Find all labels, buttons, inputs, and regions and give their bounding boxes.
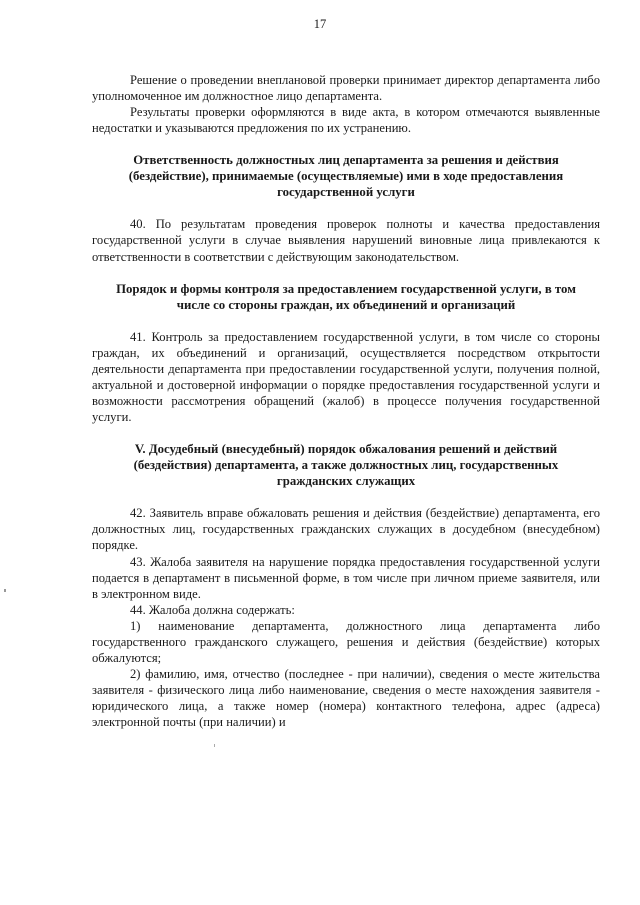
paragraph: 41. Контроль за предоставлением государственной услуги, в том числе со стороны граждан, их объединений и организаций, осуществляется посредством открытости деятельности департамента при предоставлении государственной услуги, получения полной, актуальной и достоверной информации о порядке предоставления государственной услуги и возможности рассмотрения обращений (жалоб) в процессе получения государственной услуги.: [92, 329, 600, 425]
section-heading: Порядок и формы контроля за предоставлением государственной услуги, в том числе со стороны граждан, их объединений и организаций: [116, 281, 576, 312]
list-item: 1) наименование департамента, должностного лица департамента либо государственного гражданского служащего, решения и действия (бездействие) которых обжалуются;: [92, 618, 600, 666]
section-heading: Ответственность должностных лиц департамента за решения и действия (бездействие), принимаемые (осуществляемые) ими в ходе предоставления государственной услуги: [128, 153, 564, 200]
scan-mark: [4, 589, 6, 592]
paragraph: Результаты проверки оформляются в виде акта, в котором отмечаются выявленные недостатки и указываются предложения по их устранению.: [92, 105, 600, 136]
paragraph: 44. Жалоба должна содержать:: [130, 602, 295, 617]
paragraph: Решение о проведении внеплановой проверки принимает директор департамента либо уполномоченное им должностное лицо департамента.: [92, 73, 600, 104]
paragraph: 43. Жалоба заявителя на нарушение порядка предоставления государственной услуги подается в департамент в письменной форме, в том числе при личном приеме заявителя, или в электронном виде.: [92, 554, 600, 601]
page-number: 17: [313, 17, 327, 31]
list-item: 2) фамилию, имя, отчество (последнее - при наличии), сведения о месте жительства заявителя - физического лица либо наименование, сведения о месте нахождения заявителя - юридического лица, а также номер (номера) контактного телефона, адрес (адреса) электронной почты (при наличии) и: [92, 667, 600, 730]
paragraph: 42. Заявитель вправе обжаловать решения и действия (бездействие) департамента, его должностных лиц, государственных гражданских служащих в досудебном (внесудебном) порядке.: [92, 506, 600, 553]
chapter-heading: V. Досудебный (внесудебный) порядок обжалования решений и действий (бездействия) департамента, а также должностных лиц, государственных гражданских служащих: [133, 442, 559, 489]
document-body: [92, 72, 600, 731]
scan-mark: [214, 744, 215, 747]
paragraph: 40. По результатам проведения проверок полноты и качества предоставления государственной услуги в случае выявления нарушений виновные лица привлекаются к ответственности в соответствии с действующим законодательством.: [92, 217, 600, 264]
